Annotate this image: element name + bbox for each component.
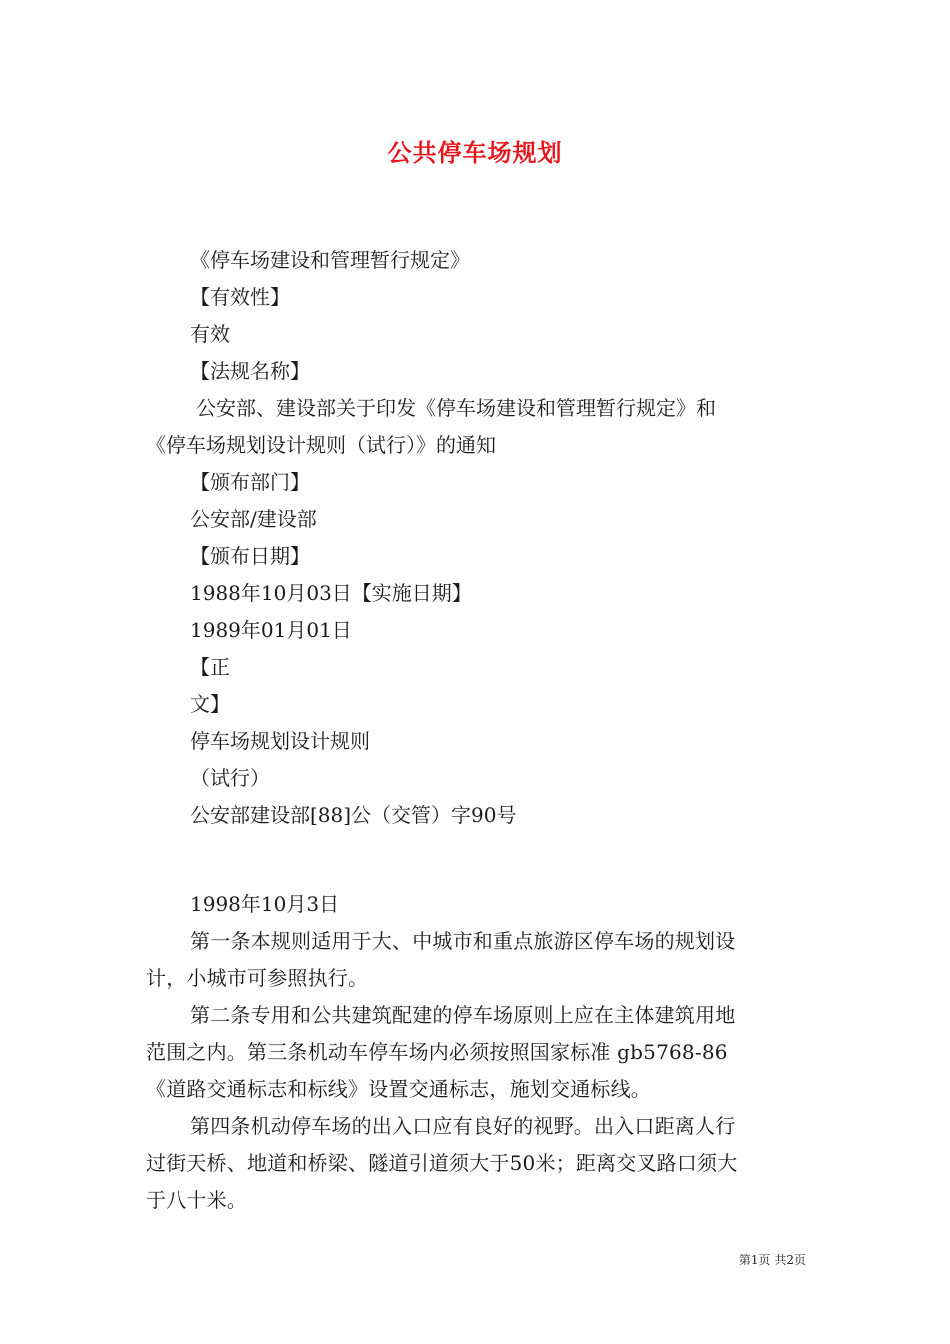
text-line: 公安部建设部[88]公（交管）字90号	[190, 803, 517, 827]
spacer	[146, 834, 806, 886]
text-line: 《停车场规划设计规则（试行）》的通知	[146, 433, 496, 457]
section-heading: 【正	[190, 655, 230, 679]
text-line: 1998年10月3日	[190, 892, 340, 916]
paragraph-line: 过街天桥、地道和桥梁、隧道引道须大于50米；距离交叉路口须大	[146, 1151, 738, 1175]
section-heading: 【颁布部门】	[190, 470, 310, 494]
section-heading: 【颁布日期】	[190, 544, 310, 568]
paragraph-line: 范围之内。第三条机动车停车场内必须按照国家标准 gb5768-86	[146, 1040, 728, 1064]
text-line: 1989年01月01日	[190, 618, 352, 642]
page-number: 第1页 共2页	[738, 1253, 806, 1267]
document-title: 公共停车场规划	[387, 139, 563, 167]
paragraph-line: 第四条机动停车场的出入口应有良好的视野。出入口距离人行	[190, 1114, 736, 1138]
paragraph-line: 第一条本规则适用于大、中城市和重点旅游区停车场的规划设	[190, 929, 736, 953]
text-line: 《停车场建设和管理暂行规定》	[190, 248, 470, 272]
text-line: 1988年10月03日【实施日期】	[190, 581, 472, 605]
section-heading: 【法规名称】	[190, 359, 310, 383]
paragraph-line: 《道路交通标志和标线》设置交通标志，施划交通标线。	[146, 1077, 651, 1101]
text-line: 停车场规划设计规则	[190, 729, 370, 753]
text-line: （试行）	[190, 766, 270, 790]
section-heading: 文】	[190, 692, 230, 716]
paragraph-line: 于八十米。	[146, 1188, 247, 1212]
text-line: 有效	[190, 322, 230, 346]
text-line: 公安部、建设部关于印发《停车场建设和管理暂行规定》和	[196, 396, 716, 420]
document-body	[146, 242, 806, 1219]
text-line: 公安部/建设部	[190, 507, 317, 531]
paragraph-line: 第二条专用和公共建筑配建的停车场原则上应在主体建筑用地	[190, 1003, 736, 1027]
paragraph-line: 计，小城市可参照执行。	[146, 966, 369, 990]
section-heading: 【有效性】	[190, 285, 290, 309]
